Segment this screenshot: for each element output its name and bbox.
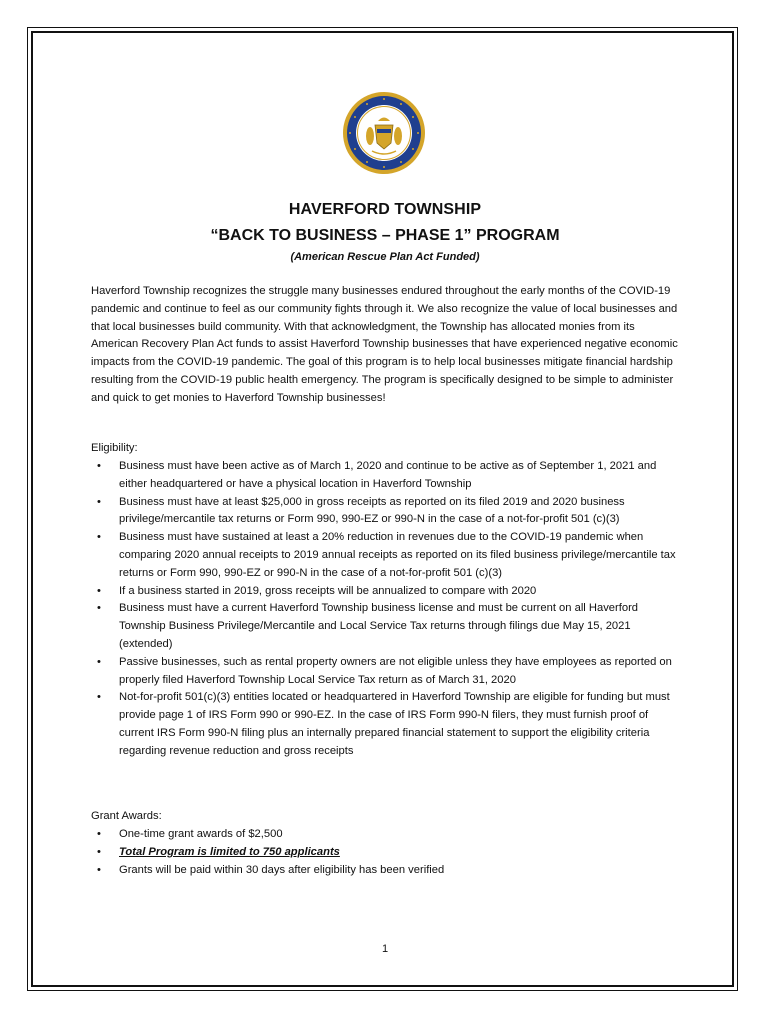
grant-awards-heading: Grant Awards:: [91, 810, 162, 822]
bullet-icon: •: [97, 828, 101, 840]
bullet-icon: •: [97, 584, 101, 597]
program-title: “BACK TO BUSINESS – PHASE 1” PROGRAM: [210, 227, 560, 244]
page-number: 1: [381, 943, 389, 955]
list-item: • Total Program is limited to 750 applicants: [91, 844, 683, 862]
bullet-icon: •: [97, 602, 101, 615]
grant-awards-list: [91, 826, 683, 879]
funding-subtitle: (American Rescue Plan Act Funded): [290, 251, 480, 263]
list-item: • Passive businesses, such as rental property owners are not eligible unless they have employees as reported on properly filed Haverford Township Local Service Tax return as of March 31, 2020: [97, 655, 672, 686]
bullet-icon: •: [97, 863, 101, 876]
intro-paragraph: Haverford Township recognizes the struggle many businesses endured throughout the early months of the COVID-19 pandemic and continue to feel as our community fights through it. We also recognize the value of local businesses and that local businesses build community. With that acknowledgment, the Township has allocated monies from its American Recovery Plan Act funds to assist Haverford Township businesses that have experienced negative economic impacts from the COVID-19 pandemic. The goal of this program is to help local businesses mitigate financial hardship resulting from the COVID-19 public health emergency. The program is specifically designed to be simple to administer and quick to get monies to Haverford Township businesses!: [91, 285, 678, 404]
list-item: • One-time grant awards of $2,500: [91, 826, 683, 844]
eligibility-heading: Eligibility:: [91, 442, 138, 454]
bullet-icon: •: [97, 495, 101, 508]
list-item: • Business must have been active as of March 1, 2020 and continue to be active as of September 1, 2021 and either headquartered or have a physical location in Haverford Township: [97, 460, 657, 490]
list-item: • Grants will be paid within 30 days after eligibility has been verified: [91, 862, 683, 880]
list-item: • Business must have a current Haverford Township business license and must be current on all Haverford Township Business Privilege/Mercantile and Local Service Tax returns through filings due May 15, 2021 (extended): [97, 602, 639, 650]
list-item: • Business must have sustained at least a 20% reduction in revenues due to the COVID-19 pandemic when comparing 2020 annual receipts to 2019 annual receipts as reported on its filed business privilege/mercantile tax returns or Form 990, 990-EZ or 990-N in the case of a not-for-profit 501 (c)(3): [97, 531, 676, 579]
bullet-icon: •: [97, 531, 101, 544]
township-seal-icon: [342, 91, 426, 175]
bullet-icon: •: [97, 845, 101, 858]
bullet-icon: •: [97, 460, 101, 472]
eligibility-list: [91, 458, 683, 761]
list-item: • Business must have at least $25,000 in gross receipts as reported on its filed 2019 and 2020 business privilege/mercantile tax returns or Form 990, 990-EZ or 990-N in the case of a not-for-profit 501 (c)(3): [97, 495, 625, 526]
list-item: • Not-for-profit 501(c)(3) entities located or headquartered in Haverford Township are eligible for funding but must provide page 1 of IRS Form 990 or 990-EZ. In the case of IRS Form 990-N filers, they must furnish proof of current IRS Form 990-N filing plus an internally prepared financial statement to support the eligibility criteria regarding revenue reduction and gross receipts: [97, 691, 670, 757]
page-title: HAVERFORD TOWNSHIP: [288, 201, 482, 218]
bullet-icon: •: [97, 691, 101, 704]
bullet-icon: •: [97, 655, 101, 668]
list-item: • If a business started in 2019, gross receipts will be annualized to compare with 2020: [91, 583, 683, 601]
